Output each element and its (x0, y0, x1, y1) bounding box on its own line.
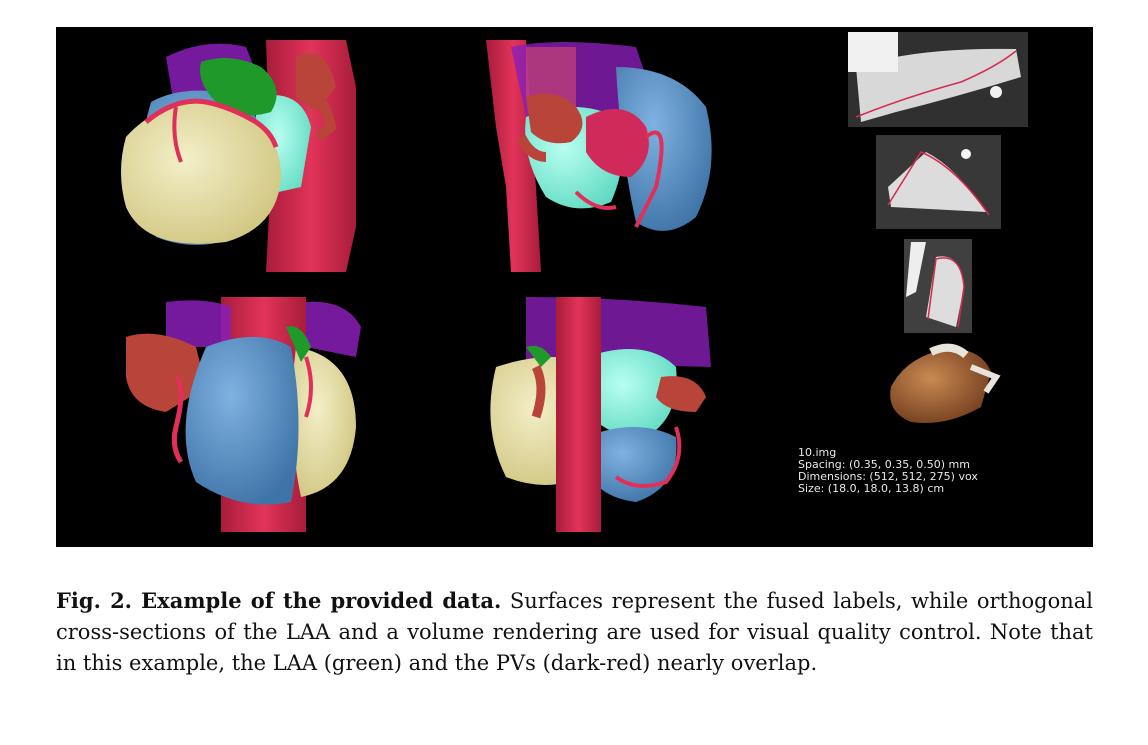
info-spacing: Spacing: (0.35, 0.35, 0.50) mm (798, 458, 970, 471)
caption-text: Surfaces represent the fused labels, while orthogonal cross-sections of the LAA and a volume rendering are used for visual quality control. Note that in this example, the LAA (green) and the PVs (dark-red) nearly overlap. (56, 589, 1093, 675)
view-anterior (121, 40, 356, 272)
figure-caption (56, 585, 1093, 679)
caption-label: Fig. 2. Example of the provided data. (56, 588, 502, 613)
figure-image (56, 27, 1093, 547)
cross-section-3 (904, 239, 972, 333)
info-filename: 10.img (798, 446, 837, 459)
info-size: Size: (18.0, 18.0, 13.8) cm (798, 482, 945, 495)
view-left-lateral (490, 297, 711, 532)
info-dimensions: Dimensions: (512, 512, 275) vox (798, 470, 978, 483)
view-right-lateral (126, 297, 361, 532)
image-info-overlay (798, 447, 978, 495)
cross-section-1 (848, 32, 1028, 127)
cross-section-2 (876, 135, 1001, 229)
volume-rendering (890, 348, 996, 423)
view-posterior (486, 40, 712, 272)
